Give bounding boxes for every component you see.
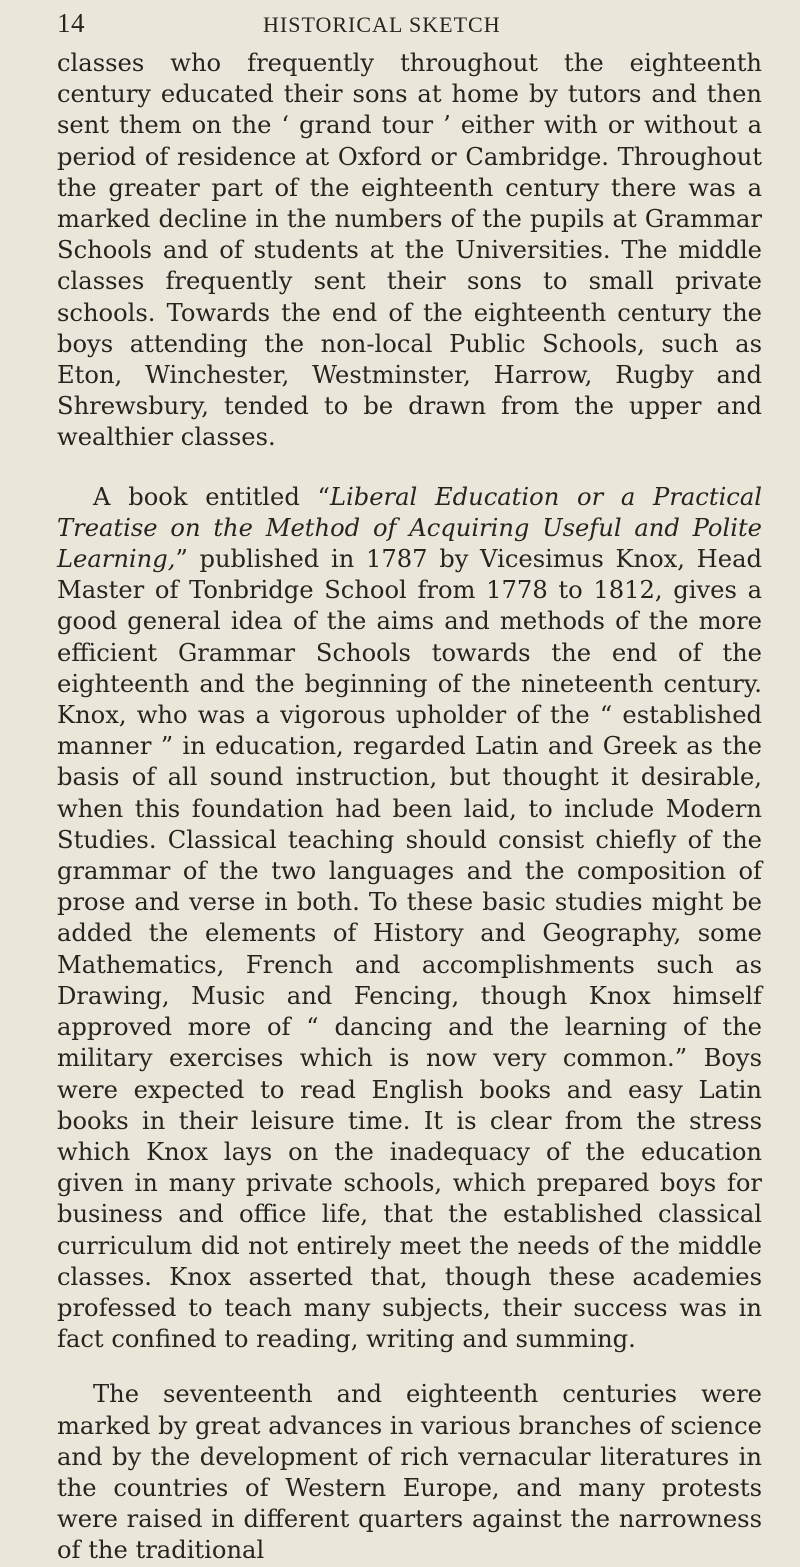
book-title: Liberal Education or a Practical Treatise on the Method of Acquiring Useful and Polite Learning, — [57, 482, 763, 574]
paragraph-2 — [57, 482, 762, 1356]
running-head — [57, 8, 762, 44]
page-number: 14 — [57, 8, 85, 38]
paragraph-1: classes who frequently throughout the eighteenth century educated their sons at home by tutors and then sent them on the ‘ grand tour ’ either with or without a period of residence at Oxford or Cambridge. Throughout the greater part of the eighteenth century there was a marked decline in the numbers of the pupils at Grammar Schools and of students at the Universities. The middle classes frequently sent their sons to small private schools. Towards the end of the eighteenth century the boys attending the non-local Public Schools, such as Eton, Winchester, Westminster, Harrow, Rugby and Shrewsbury, tended to be drawn from the upper and wealthier classes. — [57, 49, 762, 452]
paragraph-2-body: ” published in 1787 by Vicesimus Knox, Head Master of Tonbridge School from 1778 to 1812, gives a good general idea of the aims and methods of the more efficient Grammar Schools towards the end of the eighteenth and the beginning of the nineteenth century. Knox, who was a vigorous upholder of the “ established manner ” in education, regarded Latin and Greek as the basis of all sound instruction, but thought it desirable, when this foundation had been laid, to include Modern Studies. Classical teaching should consist chiefly of the grammar of the two languages and the composition of prose and verse in both. To these basic studies might be added the elements of History and Geography, some Mathematics, French and accomplishments such as Drawing, Music and Fencing, though Knox himself approved more of “ dancing and the learning of the military exercises which is now very common.” Boys were expected to read English books and easy Latin books in their leisure time. It is clear from the stress which Knox lays on the inadequacy of the education given in many private schools, which prepared boys for business and office life, that the established classical curriculum did not entirely meet the needs of the middle classes. Knox asserted that, though these academies professed to teach many subjects, their success was in fact confined to reading, writing and summing. — [57, 545, 762, 1354]
paragraph-2-lead: A book entitled “ — [93, 482, 330, 511]
paragraph-3: The seventeenth and eighteenth centuries were marked by great advances in various branches of science and by the development of rich vernacular literatures in the countries of Western Europe, and many protests were raised in different quarters against the narrowness of the traditional — [57, 1380, 762, 1565]
running-title: HISTORICAL SKETCH — [263, 12, 501, 37]
